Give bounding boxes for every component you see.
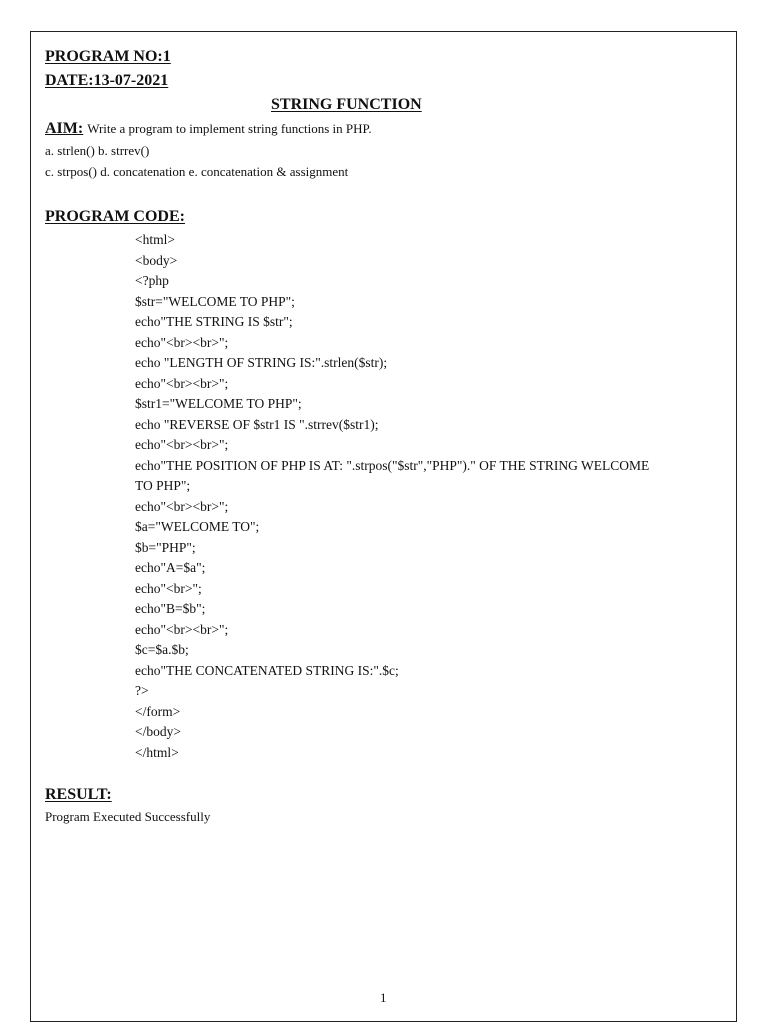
code-line: echo"THE STRING IS $str"; [135, 314, 293, 329]
aim-row [45, 120, 372, 138]
code-line: $c=$a.$b; [135, 642, 189, 657]
page-number: 1 [380, 990, 387, 1005]
aim-functions-line-2: c. strpos() d. concatenation e. concatenation & assignment [45, 164, 349, 179]
code-line: echo"<br><br>"; [135, 498, 229, 514]
code-line: echo "REVERSE OF $str1 IS ".strrev($str1); [135, 416, 379, 432]
aim-functions-line-1: a. strlen() b. strrev() [45, 143, 150, 158]
code-line: echo"THE POSITION OF PHP IS AT: ".strpos("$str","PHP")." OF THE STRING WELCOME [135, 457, 650, 473]
code-line: </form> [135, 703, 181, 719]
code-line: $str1="WELCOME TO PHP"; [135, 396, 302, 411]
result-heading: RESULT: [45, 786, 112, 803]
code-line: echo"THE CONCATENATED STRING IS:".$c; [135, 662, 399, 678]
code-line: echo"B=$b"; [135, 601, 206, 616]
code-line: $str="WELCOME TO PHP"; [135, 293, 295, 309]
code-line: <?php [135, 273, 169, 288]
code-line: echo"<br><br>"; [135, 375, 229, 391]
aim-text: Write a program to implement string functions in PHP. [87, 121, 372, 136]
program-code-heading: PROGRAM CODE: [45, 208, 185, 225]
aim-label: AIM: [45, 120, 84, 137]
result-text: Program Executed Successfully [45, 809, 211, 824]
program-number: PROGRAM NO:1 [45, 48, 171, 65]
code-line: TO PHP"; [135, 478, 191, 493]
code-line: $b="PHP"; [135, 539, 196, 555]
code-line: echo"<br>"; [135, 580, 202, 596]
code-line: <body> [135, 252, 178, 268]
code-line: echo"A=$a"; [135, 560, 206, 575]
code-line: </body> [135, 724, 181, 739]
page-title: STRING FUNCTION [271, 96, 422, 113]
code-line: ?> [135, 683, 149, 698]
code-line: echo"<br><br>"; [135, 334, 229, 350]
code-line: </html> [135, 744, 179, 760]
code-line: <html> [135, 232, 175, 247]
code-line: $a="WELCOME TO"; [135, 519, 260, 534]
program-date: DATE:13-07-2021 [45, 72, 169, 89]
code-line: echo"<br><br>"; [135, 621, 229, 637]
code-line: echo "LENGTH OF STRING IS:".strlen($str); [135, 355, 388, 370]
code-line: echo"<br><br>"; [135, 437, 229, 452]
